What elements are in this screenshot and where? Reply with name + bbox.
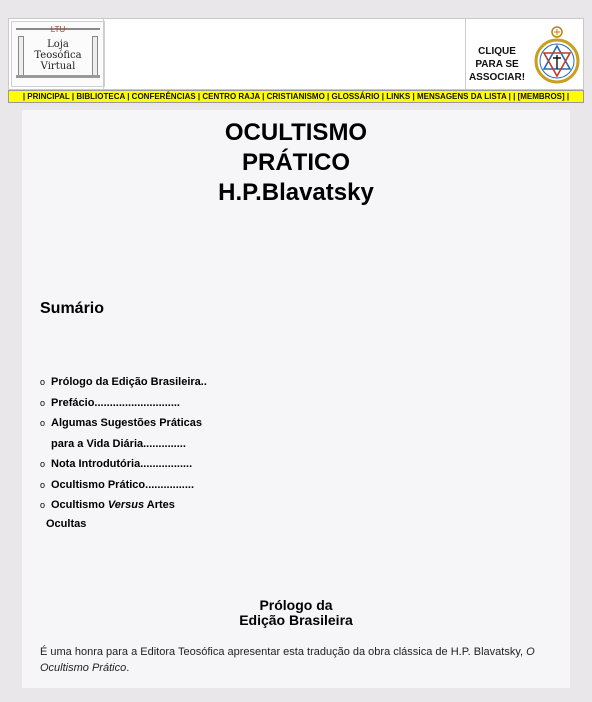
- toc-bullet: o: [40, 479, 46, 490]
- toc-item-prefacio[interactable]: o Prefácio............................: [40, 393, 207, 414]
- toc-bullet: o: [40, 500, 46, 510]
- logo-line-3: Virtual: [40, 61, 76, 72]
- nav-conferencias[interactable]: CONFERÊNCIAS: [131, 92, 196, 101]
- toc-item-prologo[interactable]: o Prólogo da Edição Brasileira..: [40, 372, 207, 393]
- title-line-1: OCULTISMO: [224, 119, 368, 146]
- prologo-paragraph: É uma honra para a Editora Teosófica apresentar esta tradução da obra clássica de H.P. Blavatsky, O Ocultismo Prático.: [40, 646, 535, 674]
- theosophical-emblem-icon[interactable]: [531, 23, 583, 85]
- logo-line-1: Loja: [47, 39, 69, 50]
- nav-glossario[interactable]: GLOSSÁRIO: [331, 92, 380, 101]
- toc-bullet: o: [40, 397, 46, 408]
- cta-line-2: PARA SE: [475, 59, 519, 70]
- nav-centro-raja[interactable]: CENTRO RAJA: [202, 92, 260, 101]
- toc-bullet: o: [40, 459, 46, 469]
- prologo-line-2: Edição Brasileira: [239, 612, 353, 628]
- summary-heading: Sumário: [40, 300, 105, 317]
- nav-membros[interactable]: [MEMBROS]: [517, 92, 565, 101]
- logo-ltu-text: LTU: [50, 25, 66, 34]
- header-divider-left: [103, 19, 104, 89]
- nav-cristianismo[interactable]: CRISTIANISMO: [266, 92, 325, 101]
- logo-line-2: Teosófica: [34, 50, 82, 61]
- nav-links[interactable]: LINKS: [386, 92, 411, 101]
- main-nav-bar: | PRINCIPAL | BIBLIOTECA | CONFERÊNCIAS | CENTRO RAJA | CRISTIANISMO | GLOSSÁRIO | LINKS | MENSAGENS DA LISTA | | [MEMBROS] |: [8, 90, 584, 103]
- nav-mensagens-da-lista[interactable]: MENSAGENS DA LISTA: [416, 92, 507, 101]
- cta-line-1: CLIQUE: [478, 46, 516, 57]
- nav-biblioteca[interactable]: BIBLIOTECA: [76, 92, 125, 101]
- toc-item-sugestoes-cont[interactable]: para a Vida Diária..............: [51, 437, 186, 450]
- prologo-line-1: Prólogo da: [259, 597, 333, 613]
- toc-item-ocultismo-versus[interactable]: o Ocultismo Versus Artes: [40, 495, 207, 516]
- table-of-contents: [40, 372, 207, 532]
- ltu-logo[interactable]: [11, 21, 105, 87]
- toc-item-nota[interactable]: o Nota Introdutória.................: [40, 454, 207, 475]
- toc-item-sugestoes[interactable]: o Algumas Sugestões Práticas: [40, 413, 207, 434]
- title-author: H.P.Blavatsky: [218, 179, 374, 206]
- title-line-2: PRÁTICO: [242, 149, 350, 176]
- cta-line-3: ASSOCIAR!: [468, 72, 526, 83]
- logo-name: [12, 39, 104, 72]
- document-title: [22, 118, 570, 208]
- site-header: [8, 18, 584, 90]
- toc-item-ocultismo-versus-cont[interactable]: Ocultas: [46, 517, 87, 530]
- toc-bullet: o: [40, 418, 46, 428]
- header-divider-right: [465, 19, 466, 89]
- toc-item-ocultismo-pratico[interactable]: o Ocultismo Prático................: [40, 475, 207, 496]
- document-content: [22, 110, 570, 688]
- nav-principal[interactable]: PRINCIPAL: [27, 92, 70, 101]
- join-cta-link[interactable]: [467, 45, 527, 84]
- logo-base: [16, 75, 100, 78]
- prologo-heading: [22, 598, 570, 628]
- toc-bullet: o: [40, 377, 46, 387]
